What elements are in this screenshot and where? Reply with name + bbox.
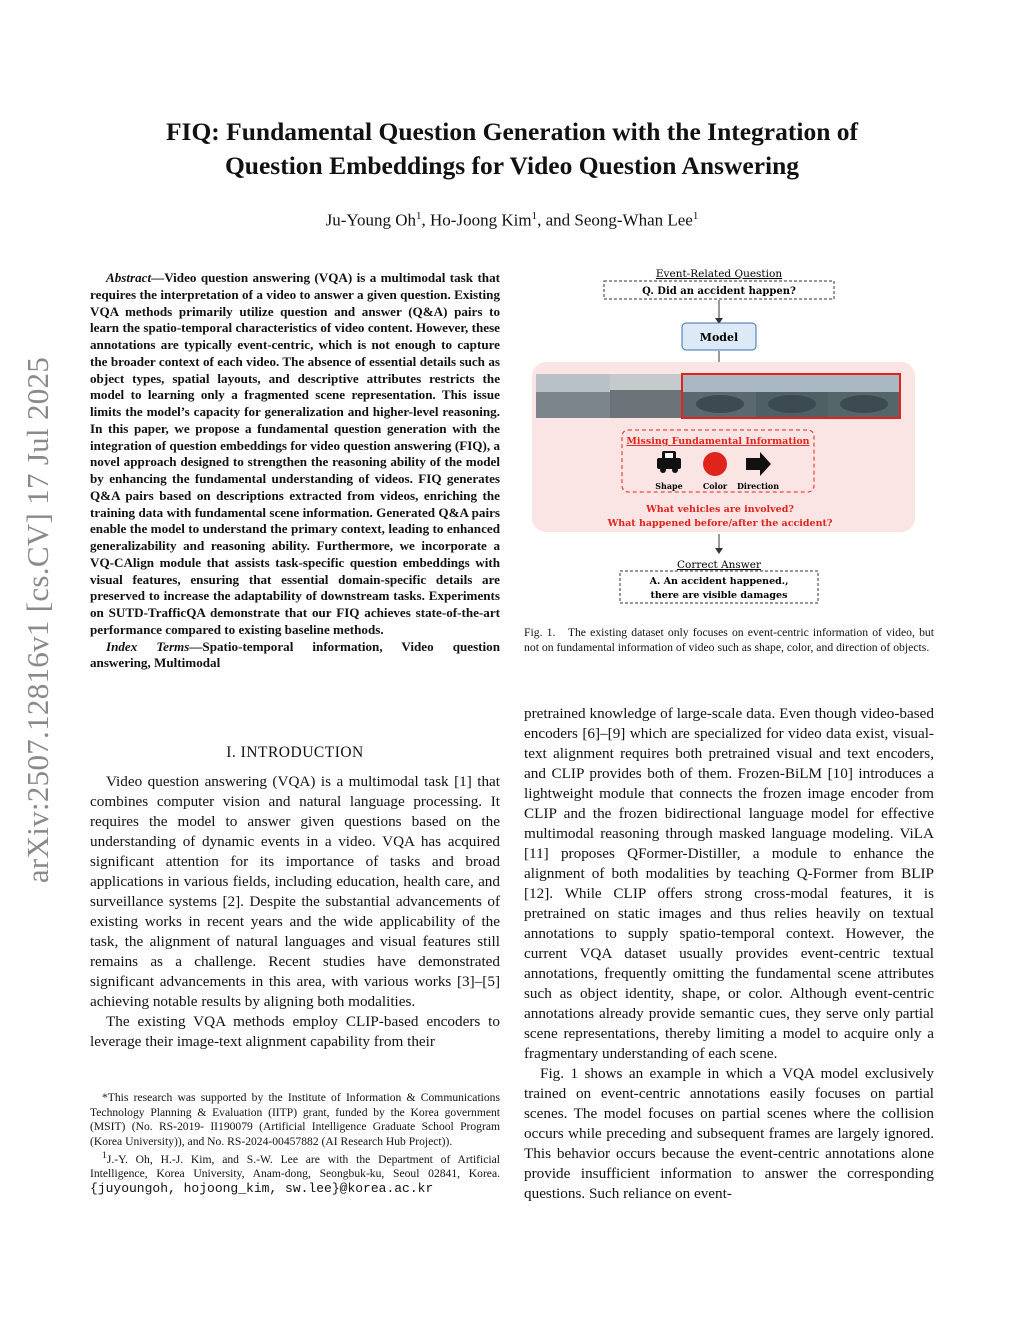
affiliation-footnote [90, 1149, 500, 1196]
funding-footnote: *This research was supported by the Institute of Information & Communications Technology Planning & Evaluation (IITP) grant, funded by the Korea government (MSIT) (No. RS-2019- II190079 (Artificial Intelligence Graduate School Program (Korea University)), and No. RS-2024-00457882 (AI Research Hub Project)). [90, 1091, 500, 1148]
intro-paragraph-1: Video question answering (VQA) is a multimodal task [1] that combines computer vision and natural language processing. It requires the model to answer given questions based on the understanding of dynamic events in a video. VQA has acquired significant attention for its importance of tasks and broad applications in various fields, including education, health care, and surveillance systems [2]. Despite the substantial advancements of existing works in recent years and the wide applicability of the task, the alignment of natural languages and visual features still remains as a challenge. Recent studies have demonstrated significant advancements in this area, with various works [3]–[5] achieving notable results by aligning both modalities. [90, 773, 500, 1010]
vehicle-shape [768, 395, 816, 413]
figure-1 [524, 262, 934, 612]
red-circle-icon [703, 452, 727, 476]
abstract-text: —Video question answering (VQA) is a multimodal task that requires the interpretation of a video to answer a given question. Existing VQA methods primarily utilize question and answer (Q&A) pairs to learn the spatio-temporal characteristics of video content. However, these annotations are typically event-centric, which is not enough to capture the broader context of each video. The absence of essential details such as object types, spatial layouts, and descriptive attributes restricts the model to learning only a fragmented scene representation. This issue limits the model’s capacity for generalization and higher-level reasoning. In this paper, we propose a fundamental question generation with the integration of question embeddings for video question answering (FIQ), a novel approach designed to strengthen the reasoning ability of the model by enhancing the fundamental understanding of videos. FIQ generates Q&A pairs based on descriptions extracted from videos, enriching the training data with fundamental scene information. Generated Q&A pairs enable the model to understand the primary context, leading to enhanced generalizability and reasoning ability. Furthermore, we incorporate a VQ-CAlign module that assists task-specific question embeddings with visual features, ensuring that essential domain-specific details are preserved to increase the adaptability of downstream tasks. Experiments on SUTD-TrafficQA demonstrate that our FIQ achieves state-of-the-art performance compared to existing baseline methods. [90, 270, 500, 637]
author-3: Seong-Whan Lee [574, 210, 693, 230]
frame-sky [610, 374, 682, 390]
index-terms [90, 639, 500, 673]
author-separator: , and [537, 210, 575, 230]
paper-title [90, 115, 934, 183]
author-separator: , [421, 210, 431, 230]
arrow-head [715, 548, 723, 554]
intro-right-paragraph-1: pretrained knowledge of large-scale data. Even though video-based encoders [6]–[9] which are specialized for video data exist, visual-text alignment requires both pretrained visual and text encoders, and CLIP provides both of them. Frozen-BiLM [10] introduces a lightweight module that connects the frozen image encoder from CLIP and the frozen bidirectional language model for effective multimodal reasoning through masked language modeling. ViLA [11] proposes QFormer-Distiller, a module to enhance the alignment of both modalities by teaching Q-Former from BLIP [12]. While CLIP offers strong cross-modal features, it is pretrained on static images and thus relies heavily on textual annotations to supply spatio-temporal context. However, the current VQA dataset usually provides event-centric textual annotations, frequently omitting the fundamental scene attributes such as object identity, shape, or color. Although event-centric annotations already provide semantic cues, they serve only partial scene representations, thereby limiting a model to acquire only a fragmentary understanding of each scene. [524, 705, 934, 1062]
footnote-mark: 1 [102, 1150, 107, 1161]
answer-line-2: there are visible damages [650, 590, 788, 601]
caption-label: Fig. 1. [524, 626, 556, 639]
author-list [90, 210, 934, 231]
intro-paragraph-2: The existing VQA methods employ CLIP-based encoders to leverage their image-text alignment capability from their [90, 1013, 500, 1050]
vehicle-shape [840, 395, 888, 413]
author-1: Ju-Young Oh [325, 210, 417, 230]
affiliation-mark: 1 [692, 210, 699, 222]
question-label: Event-Related Question [655, 268, 783, 280]
abstract-paragraph [90, 270, 500, 639]
author-2: Ho-Joong Kim [430, 210, 532, 230]
frame-sky [682, 374, 900, 392]
answer-label: Correct Answer [677, 559, 761, 571]
question-text: Q. Did an accident happen? [642, 286, 796, 297]
answer-line-1: A. An accident happened., [649, 576, 789, 587]
icon-label-direction: Direction [736, 481, 780, 491]
affiliation-mark: 1 [416, 210, 422, 222]
red-question-2: What happened before/after the accident? [607, 518, 833, 529]
red-question-1: What vehicles are involved? [646, 504, 794, 515]
frame-sky [536, 374, 610, 392]
intro-right-paragraph-2: Fig. 1 shows an example in which a VQA model exclusively trained on event-centric annotations easily focuses on partial scenes. The model focuses on partial scenes where the collision occurs while preceding and subsequent frames are largely ignored. This behavior occurs because the event-centric annotations alone provide insufficient information to answer the corresponding questions. Such reliance on event- [524, 1065, 934, 1202]
abstract-label: Abstract [106, 270, 152, 285]
intro-right-column [524, 704, 934, 1204]
icon-label-shape: Shape [655, 481, 683, 491]
index-terms-text: —Spatio-temporal information, Video question answering, Multimodal [90, 638, 500, 671]
caption-text: The existing dataset only focuses on event-centric information of video, but not on fundamental information of video such as shape, color, and direction of objects. [524, 626, 935, 654]
abstract-block [90, 270, 500, 672]
title-line-1: FIQ: Fundamental Question Generation with the Integration of [165, 117, 859, 146]
section-heading-introduction: I. INTRODUCTION [226, 744, 364, 761]
author-emails: {juyoungoh, hojoong_kim, sw.lee}@korea.ac.kr [90, 1180, 434, 1196]
affiliation-text: J.-Y. Oh, H.-J. Kim, and S.-W. Lee are with the Department of Artificial Intelligence, Korea University, Anam-dong, Seongbuk-ku, Seoul 02841, Korea. [90, 1152, 500, 1181]
arxiv-identifier: arXiv:2507.12816v1 [cs.CV] 17 Jul 2025 [20, 356, 55, 884]
intro-left-column [90, 772, 500, 1052]
missing-info-label: Missing Fundamental Information [626, 436, 810, 447]
arxiv-sidebar-stamp [6, 290, 70, 950]
vehicle-shape [696, 395, 744, 413]
title-line-2: Question Embeddings for Video Question Answering [224, 151, 800, 180]
footnotes [90, 1091, 500, 1196]
video-frames [536, 374, 900, 418]
icon-label-color: Color [702, 481, 728, 491]
index-terms-label: Index Terms [106, 638, 190, 654]
figure-1-diagram [524, 262, 934, 612]
figure-1-caption [524, 626, 934, 655]
affiliation-mark: 1 [531, 210, 538, 222]
model-label: Model [699, 331, 739, 344]
